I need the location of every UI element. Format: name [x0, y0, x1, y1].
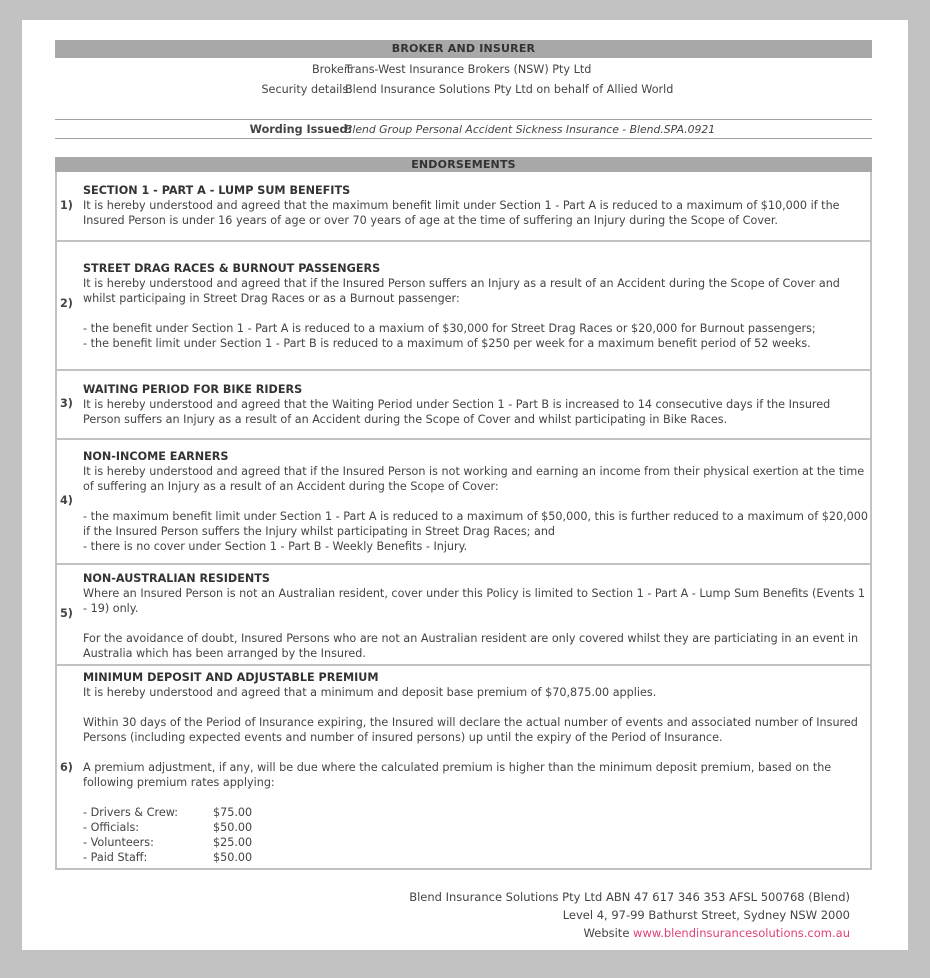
endorsement-text: Within 30 days of the Period of Insurance expiring, the Insured will declare the actual number of events and associated number of Insured Persons (including expected events and number of insured persons) up until the expiry of the Period of Insurance.: [83, 716, 862, 744]
footer-address: Level 4, 97-99 Bathurst Street, Sydney NSW 2000: [562, 908, 850, 922]
endorsement-body: [83, 670, 868, 865]
endorsement-text: It is hereby understood and agreed that if the Insured Person suffers an Injury as a result of an Accident during the Scope of Cover and whilst participaing in Street Drag Races or as a Burnout passenger:: [83, 277, 844, 305]
footer: [409, 888, 850, 942]
endorsement-text: It is hereby understood and agreed that a minimum and deposit base premium of $70,875.00 applies.: [83, 686, 657, 699]
endorsement-body: [83, 261, 868, 351]
rate-label: - Paid Staff:: [83, 851, 148, 864]
endorsement-text: - the benefit limit under Section 1 - Part B is reduced to a maximum of $250 per week for a maximum benefit period of 52 weeks.: [83, 337, 811, 350]
endorsement-heading: STREET DRAG RACES & BURNOUT PASSENGERS: [83, 262, 381, 275]
endorsement-row: [57, 440, 870, 565]
rate-label: - Volunteers:: [83, 836, 154, 849]
endorsement-text: - there is no cover under Section 1 - Part B - Weekly Benefits - Injury.: [83, 540, 468, 553]
endorsement-heading: NON-AUSTRALIAN RESIDENTS: [83, 572, 270, 585]
endorsement-text: For the avoidance of doubt, Insured Persons who are not an Australian resident are only covered whilst they are particiating in an event in Australia which has been arranged by the Insured.: [83, 632, 862, 660]
rate-label: - Drivers & Crew:: [83, 806, 179, 819]
divider: [55, 138, 872, 139]
endorsement-number: 5): [60, 607, 73, 620]
premium-rate-row: [83, 850, 868, 865]
rate-value: $50.00: [213, 851, 253, 864]
endorsement-text: - the benefit under Section 1 - Part A is reduced to a maxium of $30,000 for Street Drag Races or $20,000 for Burnout passengers;: [83, 322, 816, 335]
rate-value: $25.00: [213, 836, 253, 849]
footer-website: [409, 924, 850, 942]
rate-value: $50.00: [213, 821, 253, 834]
endorsement-body: [83, 449, 872, 554]
website-link[interactable]: www.blendinsurancesolutions.com.au: [633, 926, 850, 940]
endorsement-text: It is hereby understood and agreed that the Waiting Period under Section 1 - Part B is increased to 14 consecutive days if the Insured Person suffers an Injury as a result of an Accident during the Scope of Cover and whilst participating in Bike Races.: [83, 398, 834, 426]
endorsement-text: Where an Insured Person is not an Australian resident, cover under this Policy is limited to Section 1 - Part A - Lump Sum Benefits (Events 1 - 19) only.: [83, 587, 869, 615]
endorsement-row: [57, 172, 870, 242]
premium-rate-row: [83, 835, 868, 850]
endorsements-table: [55, 172, 872, 870]
endorsement-number: 4): [60, 494, 73, 507]
endorsement-body: [83, 183, 868, 228]
broker-value: Trans-West Insurance Brokers (NSW) Pty Ltd: [345, 63, 592, 76]
premium-rate-row: [83, 820, 868, 835]
broker-section-header: BROKER AND INSURER: [55, 40, 872, 58]
endorsement-row: [57, 371, 870, 440]
endorsement-number: 6): [60, 761, 73, 774]
wording-label: Wording Issued:: [249, 123, 352, 136]
rate-value: $75.00: [213, 806, 253, 819]
endorsement-row: [57, 242, 870, 371]
premium-rate-row: [83, 805, 868, 820]
broker-label: Broker:: [311, 63, 352, 76]
footer-company: Blend Insurance Solutions Pty Ltd ABN 47 617 346 353 AFSL 500768 (Blend): [409, 890, 850, 904]
endorsement-number: 3): [60, 397, 73, 410]
endorsement-number: 1): [60, 199, 73, 212]
website-label: Website: [583, 926, 630, 940]
endorsement-row: [57, 565, 870, 666]
wording-value: Blend Group Personal Accident Sickness Insurance - Blend.SPA.0921: [345, 123, 716, 136]
divider: [55, 119, 872, 120]
rate-label: - Officials:: [83, 821, 140, 834]
endorsement-text: It is hereby understood and agreed that if the Insured Person is not working and earning an income from their physical exertion at the time of suffering an Injury as a result of an Accident during the Scope of Cover:: [83, 465, 868, 493]
security-value: Blend Insurance Solutions Pty Ltd on behalf of Allied World: [345, 83, 674, 96]
endorsement-text: It is hereby understood and agreed that the maximum benefit limit under Section 1 - Part A is reduced to a maximum of $10,000 if the Insured Person is under 16 years of age or over 70 years of age at the time of suffering an Injury during the Scope of Cover.: [83, 199, 844, 227]
endorsement-row: [57, 666, 870, 870]
endorsement-heading: SECTION 1 - PART A - LUMP SUM BENEFITS: [83, 184, 351, 197]
endorsement-heading: MINIMUM DEPOSIT AND ADJUSTABLE PREMIUM: [83, 671, 379, 684]
endorsement-body: [83, 571, 868, 661]
document-page: [22, 20, 908, 950]
endorsement-number: 2): [60, 297, 73, 310]
endorsement-text: A premium adjustment, if any, will be due where the calculated premium is higher than the minimum deposit premium, based on the following premium rates applying:: [83, 761, 835, 789]
endorsement-text: - the maximum benefit limit under Section 1 - Part A is reduced to a maximum of $50,000, this is further reduced to a maximum of $20,000 if the Insured Person suffers the Injury whilst participating in Street Drag Races; and: [83, 510, 872, 538]
security-label: Security details:: [261, 83, 352, 96]
endorsement-heading: WAITING PERIOD FOR BIKE RIDERS: [83, 383, 303, 396]
endorsement-heading: NON-INCOME EARNERS: [83, 450, 229, 463]
endorsements-header: ENDORSEMENTS: [55, 157, 872, 172]
endorsement-body: [83, 382, 868, 427]
